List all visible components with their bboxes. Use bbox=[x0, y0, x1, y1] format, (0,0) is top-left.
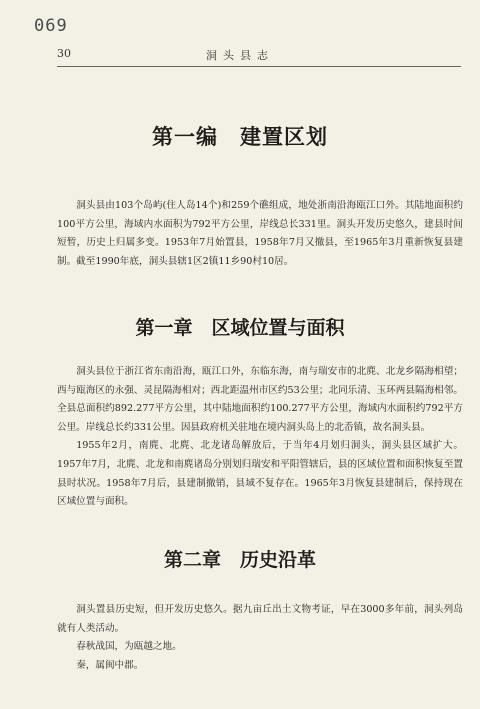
chapter-2-paragraph: 秦，属闽中郡。 bbox=[76, 659, 144, 671]
running-title: 洞头县志 bbox=[206, 49, 274, 62]
chapter-2-paragraph: 春秋战国，为瓯越之地。 bbox=[76, 641, 182, 653]
part-intro bbox=[57, 197, 463, 271]
chapter-1-body bbox=[57, 363, 463, 512]
page-number: 30 bbox=[57, 47, 71, 60]
intro-paragraph: 洞头县由103个岛屿(住人岛14个)和259个礁组成，地处浙南沿海瓯江口外。其陆地面积约100平方公里，海域内水面积为792平方公里，岸线总长331里。洞头开发历史悠久，建县时间短暂，历史上归属多变。1953年7月始置县，1958年7月又撤县，至1965年3月重新恢复县建制。截至1990年底，洞头县辖1区2镇11乡90村10居。 bbox=[57, 200, 463, 267]
chapter-2-body bbox=[57, 601, 463, 675]
part-title: 第一编 建置区划 bbox=[152, 124, 328, 149]
chapter-1-paragraph: 1955年2月，南麂、北麂、北龙诸岛解放后，于当年4月划归洞头，洞头县区域扩大。1957年7月，北麂、北龙和南麂诸岛分别划归瑞安和平阳管辖后，县的区域位置和面积恢复至置县时状况。1958年7月后，县建制撤销，县域不复存在。1965年3月恢复县建制后，保持现在区域位置与面积。 bbox=[57, 440, 463, 508]
chapter-1-title: 第一章 区域位置与面积 bbox=[135, 317, 345, 339]
chapter-1-paragraph: 洞头县位于浙江省东南沿海，瓯江口外，东临东海，南与瑞安市的北麂、北龙乡隔海相望；西与瓯海区的永强、灵昆隔海相对；西北距温州市区约53公里；北同乐清、玉环两县隔海相邻。全县总面积约892.277平方公里，其中陆地面积约100.277平方公里，海域内水面积约792平方公里。岸线总长约331公里。因县政府机关驻地在境内洞头岛上的北岙镇，故名洞头县。 bbox=[57, 366, 463, 433]
header-rule bbox=[57, 66, 461, 67]
chapter-2-title: 第二章 历史沿革 bbox=[163, 549, 316, 571]
page-stamp: 069 bbox=[34, 16, 68, 36]
chapter-2-paragraph: 洞头置县历史短，但开发历史悠久。据九亩丘出土文物考证，早在3000多年前，洞头列岛就有人类活动。 bbox=[57, 604, 463, 634]
